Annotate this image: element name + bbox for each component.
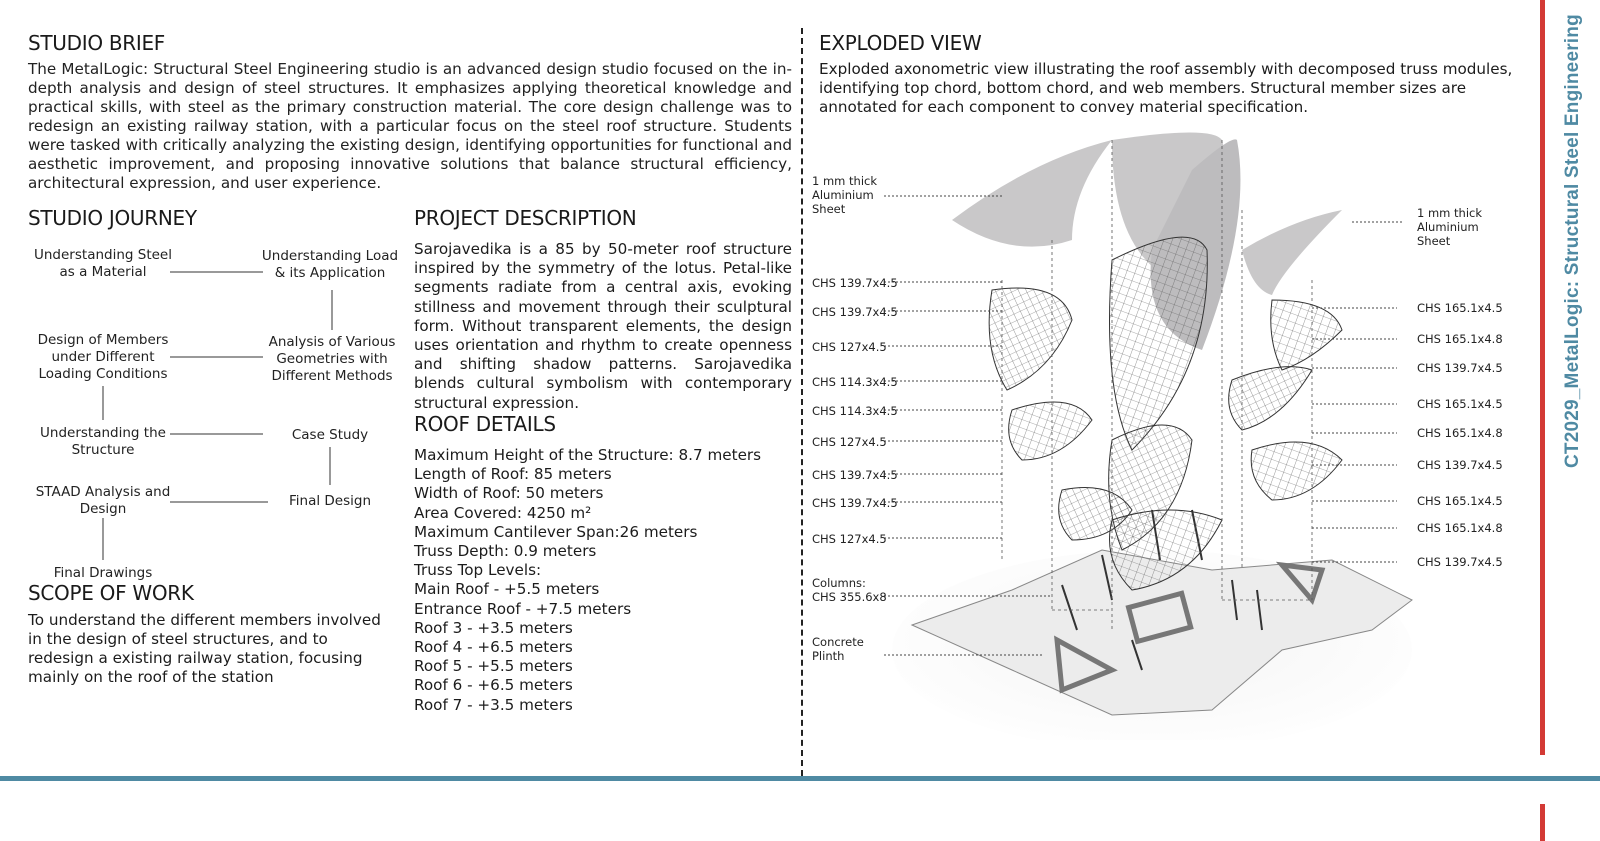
roof-detail-item: Width of Roof: 50 meters (414, 484, 604, 503)
journey-node-design-members: Design of Members under Different Loading Conditions (37, 332, 169, 382)
roof-detail-item: Maximum Height of the Structure: 8.7 meters (414, 446, 762, 464)
component-label-right: 1 mm thick Aluminium Sheet (1417, 206, 1483, 248)
vertical-sheet-title: CT2029_MetalLogic: Structural Steel Engineering (1562, 14, 1583, 468)
project-description-heading: PROJECT DESCRIPTION (414, 206, 637, 230)
journey-node-final-drawings: Final Drawings (53, 565, 153, 581)
component-label-left: CHS 139.7x4.5 (812, 305, 898, 319)
exploded-axonometric-drawing (812, 130, 1542, 740)
component-label-right: CHS 165.1x4.8 (1417, 521, 1503, 535)
component-label-left: CHS 114.3x4.5 (812, 375, 898, 389)
component-label-left: CHS 139.7x4.5 (812, 276, 898, 290)
roof-detail-item: Roof 4 - +6.5 meters (414, 638, 573, 657)
component-label-right: CHS 165.1x4.8 (1417, 332, 1503, 346)
component-label-left: Columns: CHS 355.6x8 (812, 576, 887, 604)
component-label-right: CHS 165.1x4.5 (1417, 397, 1503, 411)
component-label-left: CHS 139.7x4.5 (812, 468, 898, 482)
roof-detail-item: Length of Roof: 85 meters (414, 465, 612, 484)
journey-node-load: Understanding Load & its Application (261, 248, 399, 281)
exploded-view-text: Exploded axonometric view illustrating the roof assembly with decomposed truss modules, identifying top chord, bottom chord, and web members. Structural member sizes are annotated for each component to convey material specification. (819, 60, 1513, 116)
component-label-left: CHS 127x4.5 (812, 532, 887, 546)
studio-journey-heading: STUDIO JOURNEY (28, 206, 197, 230)
component-label-left: CHS 139.7x4.5 (812, 496, 898, 510)
component-label-left: CHS 127x4.5 (812, 340, 887, 354)
component-label-right: CHS 139.7x4.5 (1417, 361, 1503, 375)
journey-node-staad: STAAD Analysis and Design (35, 484, 171, 517)
scope-of-work-text: To understand the different members involved in the design of steel structures, and to redesign a existing railway station, focusing mainly on the roof of the station (28, 611, 381, 686)
roof-detail-item: Roof 7 - +3.5 meters (414, 695, 573, 714)
component-label-right: CHS 165.1x4.5 (1417, 494, 1503, 508)
roof-detail-item: Area Covered: 4250 m² (414, 503, 592, 522)
component-label-left: 1 mm thick Aluminium Sheet (812, 174, 878, 216)
column-divider (801, 28, 803, 776)
component-label-left: CHS 114.3x4.5 (812, 404, 898, 418)
component-label-right: CHS 139.7x4.5 (1417, 458, 1503, 472)
component-label-left: CHS 127x4.5 (812, 435, 887, 449)
component-label-left: Concrete Plinth (812, 635, 864, 663)
studio-brief-heading: STUDIO BRIEF (28, 31, 166, 55)
project-description-text: Sarojavedika is a 85 by 50-meter roof structure inspired by the symmetry of the lotus. Petal-like segments radiate from a central axis, evoking stillness and movement through their sculptural form. Without transparent elements, the design uses orientation and rhythm to create openness and shifting shadow patterns. Sarojavedika blends cultural symbolism with contemporary structural expression. (414, 240, 792, 412)
roof-detail-item: Roof 5 - +5.5 meters (414, 657, 573, 676)
roof-detail-item: Roof 3 - +3.5 meters (414, 618, 573, 637)
side-accent-bar (1540, 0, 1545, 755)
roof-detail-item: Truss Depth: 0.9 meters (414, 542, 597, 561)
roof-detail-item: Main Roof - +5.5 meters (414, 580, 600, 599)
side-accent-bar-bottom (1540, 804, 1545, 841)
component-label-right: CHS 165.1x4.5 (1417, 301, 1503, 315)
journey-node-case-study: Case Study (291, 427, 369, 443)
journey-connectors (28, 240, 400, 580)
studio-journey-flowchart (28, 240, 400, 580)
studio-brief-text: The MetalLogic: Structural Steel Engineering studio is an advanced design studio focused on the in-depth analysis and design of steel structures. It emphasizes applying theoretical knowledge and practical skills, with steel as the primary construction material. The core design challenge was to redesign an existing railway station, with a particular focus on the steel roof structure. Students were tasked with critically analyzing the existing design, identifying opportunities for functional and aesthetic improvement, and proposing innovative solutions that balance structural efficiency, architectural expression, and user experience. (28, 60, 792, 192)
component-label-right: CHS 139.7x4.5 (1417, 555, 1503, 569)
roof-detail-item: Entrance Roof - +7.5 meters (414, 599, 632, 618)
component-label-right: CHS 165.1x4.8 (1417, 426, 1503, 440)
roof-details-list (414, 446, 784, 715)
roof-detail-item: Maximum Cantilever Span:26 meters (414, 522, 698, 541)
journey-node-structure: Understanding the Structure (40, 425, 166, 458)
journey-node-geometries: Analysis of Various Geometries with Different Methods (268, 334, 396, 384)
roof-detail-item: Roof 6 - +6.5 meters (414, 676, 573, 695)
journey-node-final-design: Final Design (288, 493, 371, 509)
roof-details-heading: ROOF DETAILS (414, 412, 556, 436)
scope-of-work-heading: SCOPE OF WORK (28, 581, 194, 605)
exploded-view-heading: EXPLODED VIEW (819, 31, 982, 55)
roof-detail-item: Truss Top Levels: (414, 561, 542, 580)
bottom-accent-line (0, 776, 1600, 781)
journey-node-steel-material: Understanding Steel as a Material (34, 247, 172, 280)
